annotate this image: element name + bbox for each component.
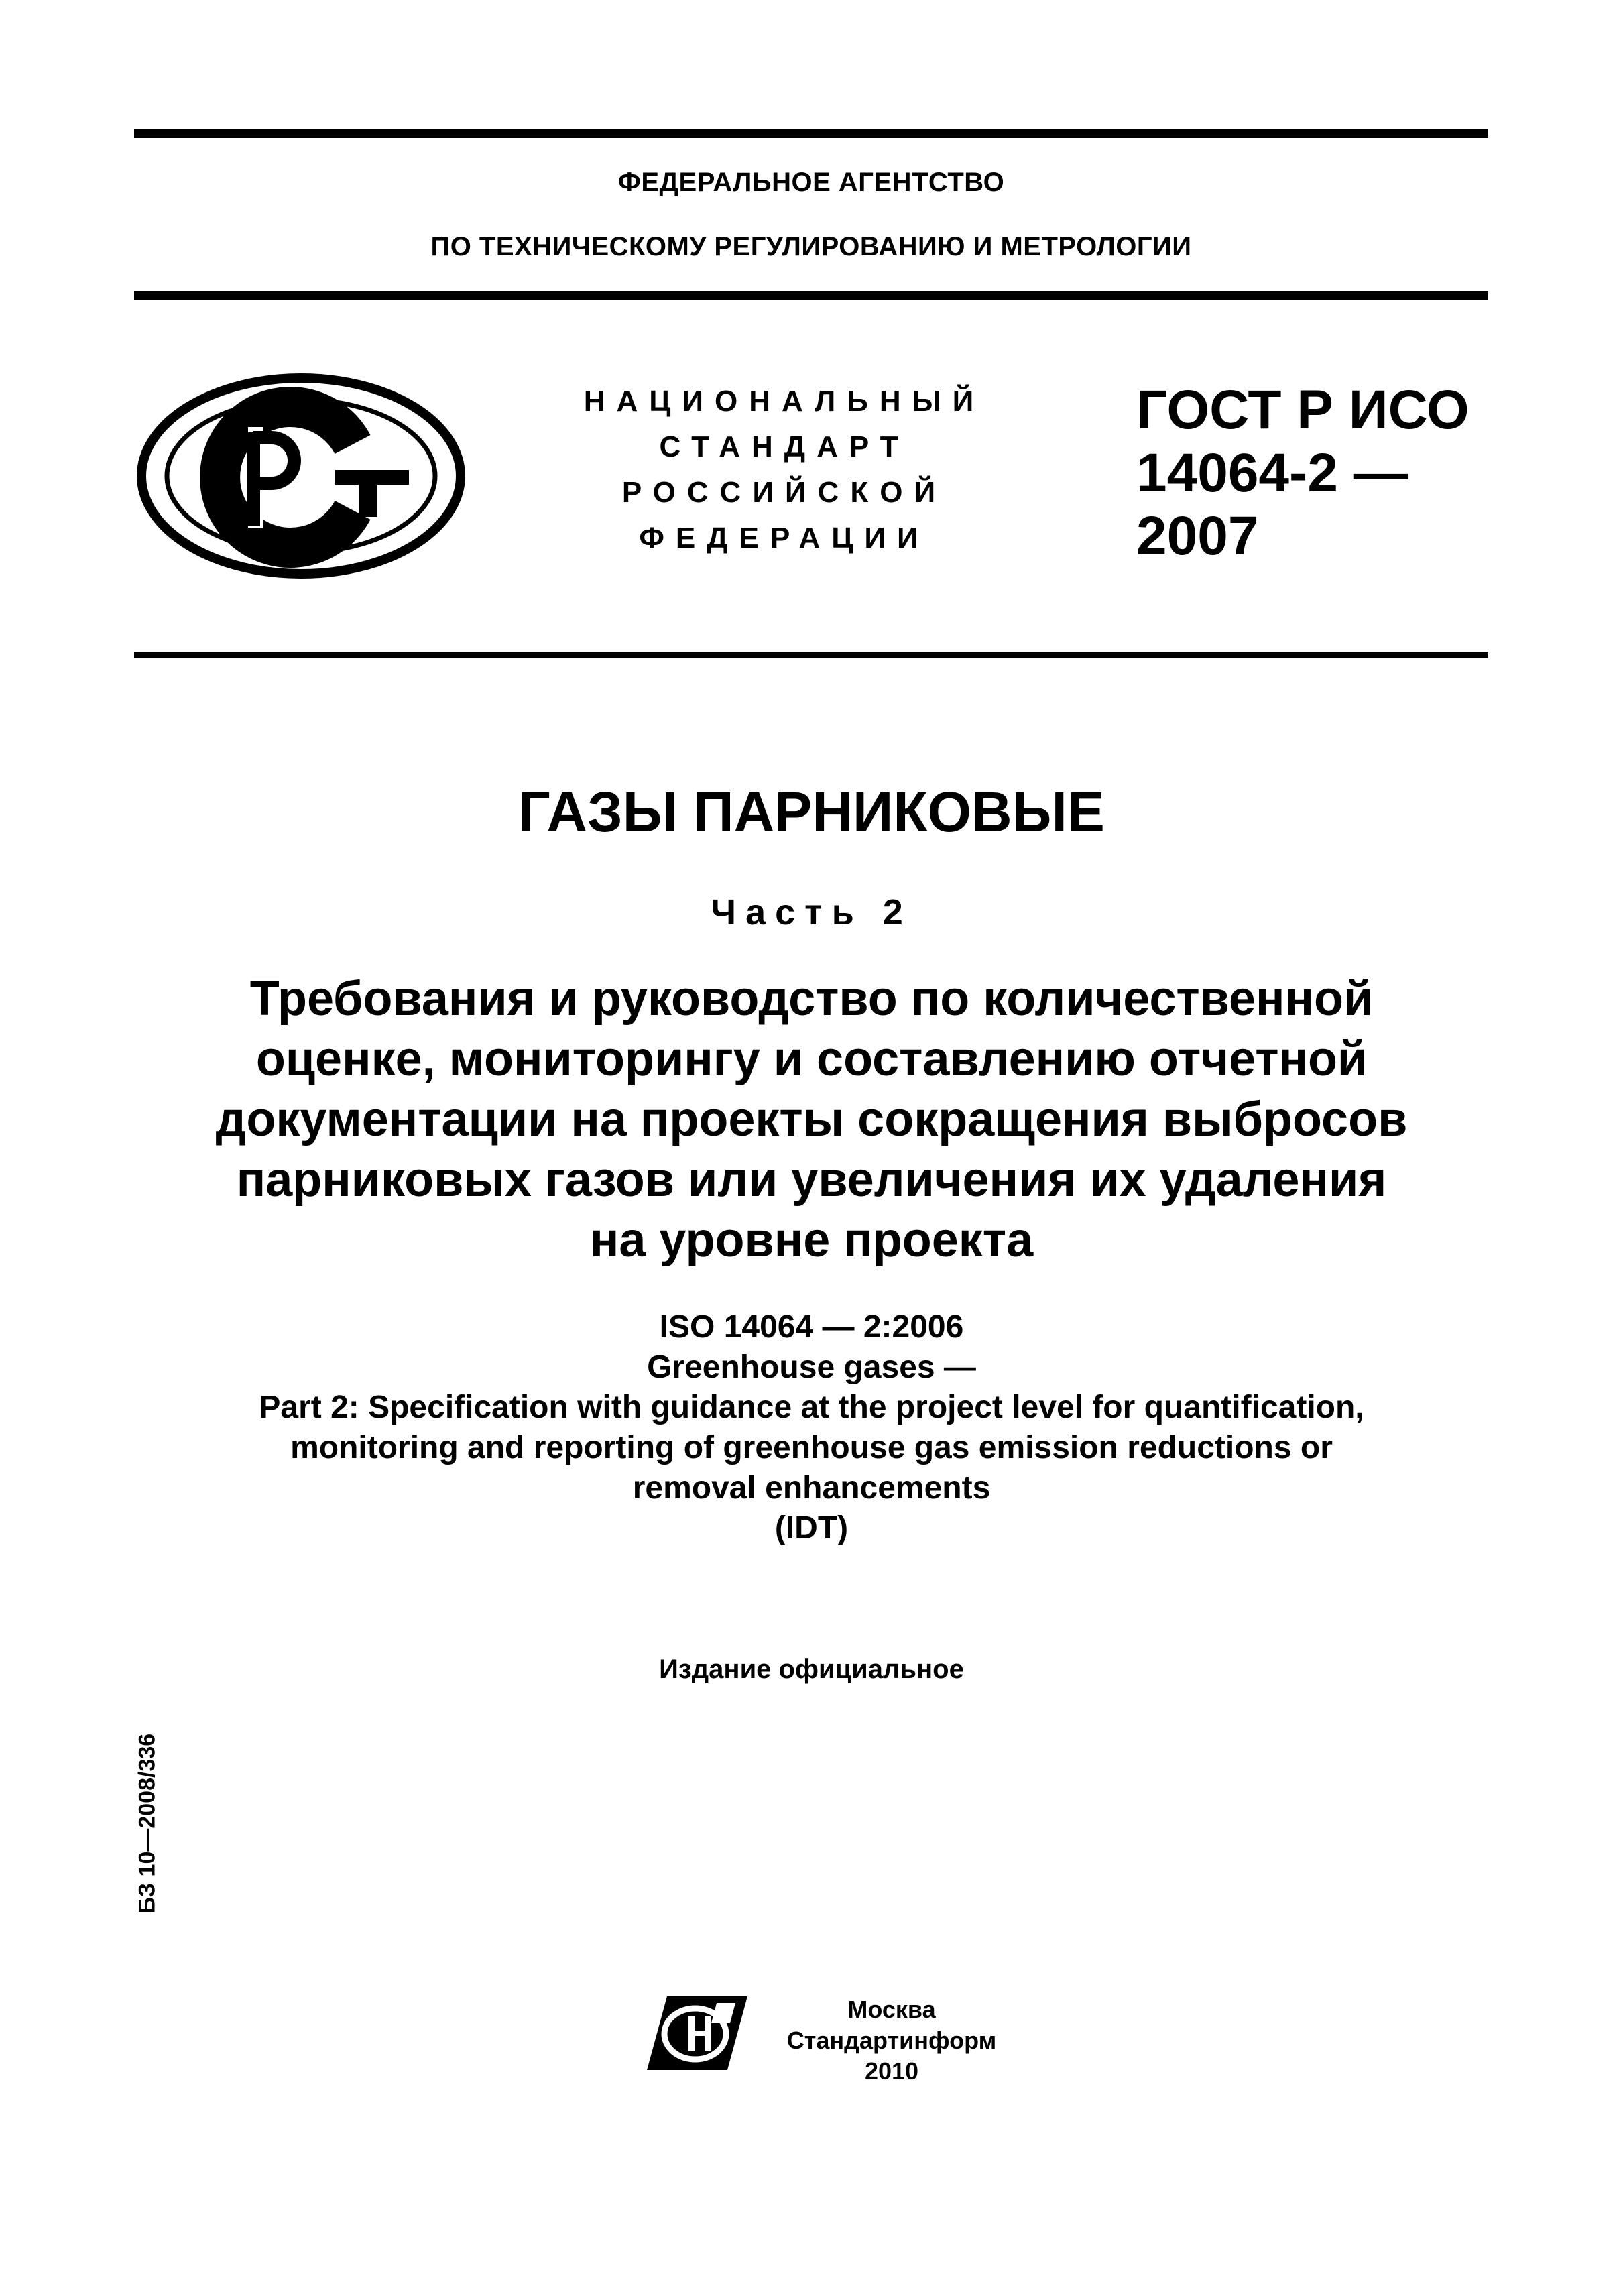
iso-line: removal enhancements xyxy=(632,1470,991,1506)
standartinform-logo-icon xyxy=(647,1996,747,2070)
publisher-block xyxy=(758,1994,1026,2087)
document-title: ГАЗЫ ПАРНИКОВЫЕ xyxy=(518,780,1105,843)
publisher-name: Стандартинформ xyxy=(786,2027,997,2054)
iso-line: (IDT) xyxy=(774,1510,849,1546)
subtitle-line: оценке, мониторингу и составлению отчетной xyxy=(255,1032,1368,1086)
iso-line: monitoring and reporting of greenhouse gas emission reductions or xyxy=(290,1430,1333,1465)
designation-line: 2007 xyxy=(1136,505,1259,566)
national-standard-line: СТАНДАРТ xyxy=(659,430,910,463)
header-rule xyxy=(134,291,1488,300)
top-rule xyxy=(134,129,1488,138)
document-subtitle xyxy=(67,969,1556,1270)
iso-reference xyxy=(67,1307,1556,1549)
rst-certification-mark-icon xyxy=(134,371,468,581)
designation-line: 14064-2 — xyxy=(1136,442,1408,503)
side-code: БЗ 10—2008/336 xyxy=(134,1733,160,1914)
national-standard-line: ФЕДЕРАЦИИ xyxy=(639,522,930,554)
agency-line-2: ПО ТЕХНИЧЕСКОМУ РЕГУЛИРОВАНИЮ И МЕТРОЛОГИИ xyxy=(430,232,1192,261)
iso-line: Part 2: Specification with guidance at the project level for quantification, xyxy=(259,1390,1364,1425)
national-standard-block xyxy=(550,379,1019,561)
subtitle-line: на уровне проекта xyxy=(589,1213,1034,1267)
title-rule xyxy=(134,652,1488,658)
side-code-container xyxy=(127,1716,168,1931)
designation-line: ГОСТ Р ИСО xyxy=(1136,379,1469,440)
agency-line-1: ФЕДЕРАЛЬНОЕ АГЕНТСТВО xyxy=(617,168,1005,197)
subtitle-line: документации на проекты сокращения выбросов xyxy=(215,1093,1408,1146)
standard-designation xyxy=(1136,379,1498,568)
national-standard-line: РОССИЙСКОЙ xyxy=(621,476,947,509)
publisher-city: Москва xyxy=(847,1996,936,2023)
part-label: Часть 2 xyxy=(711,892,912,932)
subtitle-line: Требования и руководство по количественной xyxy=(249,972,1374,1026)
iso-line: ISO 14064 — 2:2006 xyxy=(659,1309,964,1345)
publisher-year: 2010 xyxy=(864,2057,919,2085)
subtitle-line: парниковых газов или увеличения их удаления xyxy=(236,1153,1387,1207)
iso-line: Greenhouse gases — xyxy=(647,1349,976,1385)
official-edition-label: Издание официальное xyxy=(659,1654,964,1684)
national-standard-line: НАЦИОНАЛЬНЫЙ xyxy=(583,385,985,418)
